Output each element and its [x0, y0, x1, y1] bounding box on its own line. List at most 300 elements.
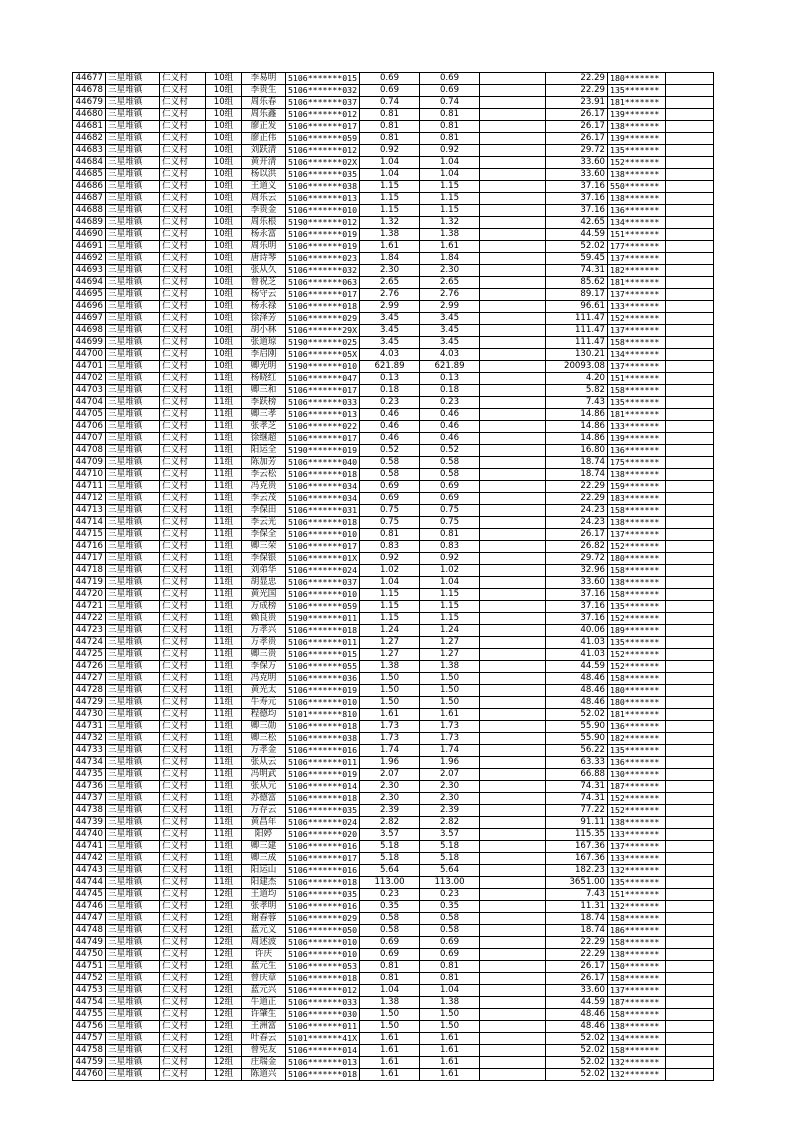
name-cell: 胡小林: [242, 325, 286, 337]
area-cell: 0.81: [360, 529, 420, 541]
phone-cell: 138*******: [608, 817, 666, 829]
name-cell: 唐诗琴: [242, 253, 286, 265]
name-cell: 万孝金: [242, 745, 286, 757]
id-number-cell: 5106*******018: [286, 517, 360, 529]
table-row: [73, 445, 714, 457]
area-cell: 0.81: [360, 973, 420, 985]
group-cell: 11组: [206, 841, 242, 853]
seq-no-cell: 44690: [73, 229, 106, 241]
table-row: [73, 157, 714, 169]
seq-no-cell: 44748: [73, 925, 106, 937]
group-cell: 10组: [206, 289, 242, 301]
area-cell: 0.13: [360, 373, 420, 385]
amount-cell: 33.60: [546, 577, 608, 589]
name-cell: 叶春云: [242, 1033, 286, 1045]
note-cell: [666, 805, 714, 817]
seq-no-cell: 44716: [73, 541, 106, 553]
amount-cell: 37.16: [546, 613, 608, 625]
seq-no-cell: 44707: [73, 433, 106, 445]
table-row: [73, 649, 714, 661]
group-cell: 11组: [206, 589, 242, 601]
village-cell: 仁义村: [160, 205, 206, 217]
note-cell: [666, 757, 714, 769]
amount-cell: 167.36: [546, 853, 608, 865]
area-confirmed-cell: 1.50: [420, 685, 480, 697]
area-cell: 1.50: [360, 685, 420, 697]
area-confirmed-cell: 1.24: [420, 625, 480, 637]
amount-cell: 33.60: [546, 157, 608, 169]
id-number-cell: 5106*******017: [286, 289, 360, 301]
blank-cell: [480, 625, 546, 637]
group-cell: 11组: [206, 745, 242, 757]
name-cell: 李启刚: [242, 349, 286, 361]
id-number-cell: 5106*******037: [286, 577, 360, 589]
area-cell: 1.50: [360, 673, 420, 685]
area-confirmed-cell: 1.73: [420, 733, 480, 745]
town-cell: 三星堆镇: [106, 613, 160, 625]
town-cell: 三星堆镇: [106, 733, 160, 745]
seq-no-cell: 44712: [73, 493, 106, 505]
id-number-cell: 5106*******032: [286, 85, 360, 97]
note-cell: [666, 853, 714, 865]
blank-cell: [480, 229, 546, 241]
name-cell: 曾祝芝: [242, 277, 286, 289]
phone-cell: 135*******: [608, 85, 666, 97]
village-cell: 仁义村: [160, 409, 206, 421]
group-cell: 12组: [206, 889, 242, 901]
area-cell: 5.64: [360, 865, 420, 877]
town-cell: 三星堆镇: [106, 793, 160, 805]
village-cell: 仁义村: [160, 121, 206, 133]
town-cell: 三星堆镇: [106, 781, 160, 793]
seq-no-cell: 44692: [73, 253, 106, 265]
phone-cell: 152*******: [608, 313, 666, 325]
seq-no-cell: 44721: [73, 601, 106, 613]
area-cell: 2.39: [360, 805, 420, 817]
group-cell: 11组: [206, 577, 242, 589]
table-row: [73, 289, 714, 301]
amount-cell: 182.23: [546, 865, 608, 877]
blank-cell: [480, 973, 546, 985]
phone-cell: 138*******: [608, 193, 666, 205]
amount-cell: 37.16: [546, 589, 608, 601]
seq-no-cell: 44717: [73, 553, 106, 565]
name-cell: 李保田: [242, 505, 286, 517]
table-row: [73, 1057, 714, 1069]
amount-cell: 52.02: [546, 1033, 608, 1045]
phone-cell: 137*******: [608, 985, 666, 997]
table-row: [73, 241, 714, 253]
note-cell: [666, 589, 714, 601]
seq-no-cell: 44738: [73, 805, 106, 817]
table-row: [73, 637, 714, 649]
phone-cell: 186*******: [608, 925, 666, 937]
table-row: [73, 337, 714, 349]
id-number-cell: 5106*******018: [286, 721, 360, 733]
id-number-cell: 5106*******010: [286, 697, 360, 709]
area-cell: 0.75: [360, 517, 420, 529]
group-cell: 10组: [206, 133, 242, 145]
amount-cell: 29.72: [546, 553, 608, 565]
area-cell: 3.45: [360, 337, 420, 349]
village-cell: 仁义村: [160, 241, 206, 253]
id-number-cell: 5106*******031: [286, 505, 360, 517]
group-cell: 11组: [206, 613, 242, 625]
note-cell: [666, 1009, 714, 1021]
area-cell: 1.96: [360, 757, 420, 769]
name-cell: 万存云: [242, 805, 286, 817]
note-cell: [666, 109, 714, 121]
town-cell: 三星堆镇: [106, 517, 160, 529]
town-cell: 三星堆镇: [106, 529, 160, 541]
blank-cell: [480, 709, 546, 721]
phone-cell: 152*******: [608, 649, 666, 661]
blank-cell: [480, 1033, 546, 1045]
seq-no-cell: 44732: [73, 733, 106, 745]
town-cell: 三星堆镇: [106, 301, 160, 313]
table-row: [73, 229, 714, 241]
area-cell: 1.15: [360, 601, 420, 613]
village-cell: 仁义村: [160, 1045, 206, 1057]
phone-cell: 550*******: [608, 181, 666, 193]
blank-cell: [480, 241, 546, 253]
amount-cell: 115.35: [546, 829, 608, 841]
phone-cell: 158*******: [608, 565, 666, 577]
id-number-cell: 5106*******024: [286, 817, 360, 829]
amount-cell: 66.88: [546, 769, 608, 781]
village-cell: 仁义村: [160, 937, 206, 949]
seq-no-cell: 44731: [73, 721, 106, 733]
amount-cell: 26.17: [546, 973, 608, 985]
id-number-cell: 5106*******036: [286, 673, 360, 685]
group-cell: 10组: [206, 109, 242, 121]
blank-cell: [480, 373, 546, 385]
area-confirmed-cell: 0.18: [420, 385, 480, 397]
table-row: [73, 913, 714, 925]
group-cell: 11组: [206, 421, 242, 433]
village-cell: 仁义村: [160, 373, 206, 385]
area-cell: 1.15: [360, 193, 420, 205]
phone-cell: 138*******: [608, 949, 666, 961]
name-cell: 程德均: [242, 709, 286, 721]
blank-cell: [480, 637, 546, 649]
blank-cell: [480, 805, 546, 817]
seq-no-cell: 44730: [73, 709, 106, 721]
area-cell: 1.04: [360, 577, 420, 589]
blank-cell: [480, 601, 546, 613]
id-number-cell: 5106*******29X: [286, 325, 360, 337]
table-row: [73, 673, 714, 685]
blank-cell: [480, 697, 546, 709]
area-cell: 1.50: [360, 1021, 420, 1033]
blank-cell: [480, 457, 546, 469]
amount-cell: 55.90: [546, 721, 608, 733]
town-cell: 三星堆镇: [106, 193, 160, 205]
blank-cell: [480, 517, 546, 529]
note-cell: [666, 493, 714, 505]
area-confirmed-cell: 2.99: [420, 301, 480, 313]
blank-cell: [480, 421, 546, 433]
seq-no-cell: 44695: [73, 289, 106, 301]
note-cell: [666, 433, 714, 445]
area-confirmed-cell: 0.69: [420, 949, 480, 961]
village-cell: 仁义村: [160, 769, 206, 781]
phone-cell: 182*******: [608, 265, 666, 277]
group-cell: 11组: [206, 457, 242, 469]
table-row: [73, 1021, 714, 1033]
village-cell: 仁义村: [160, 445, 206, 457]
table-row: [73, 121, 714, 133]
name-cell: 冯明武: [242, 769, 286, 781]
table-row: [73, 265, 714, 277]
amount-cell: 23.91: [546, 97, 608, 109]
amount-cell: 111.47: [546, 313, 608, 325]
area-confirmed-cell: 1.74: [420, 745, 480, 757]
phone-cell: 151*******: [608, 373, 666, 385]
village-cell: 仁义村: [160, 601, 206, 613]
village-cell: 仁义村: [160, 493, 206, 505]
village-cell: 仁义村: [160, 385, 206, 397]
blank-cell: [480, 169, 546, 181]
id-number-cell: 5190*******010: [286, 361, 360, 373]
area-confirmed-cell: 0.92: [420, 145, 480, 157]
village-cell: 仁义村: [160, 805, 206, 817]
table-row: [73, 973, 714, 985]
name-cell: 黄光国: [242, 589, 286, 601]
village-cell: 仁义村: [160, 961, 206, 973]
group-cell: 10组: [206, 301, 242, 313]
village-cell: 仁义村: [160, 85, 206, 97]
group-cell: 11组: [206, 829, 242, 841]
area-confirmed-cell: 1.38: [420, 229, 480, 241]
town-cell: 三星堆镇: [106, 313, 160, 325]
note-cell: [666, 901, 714, 913]
table-row: [73, 1033, 714, 1045]
group-cell: 12组: [206, 937, 242, 949]
phone-cell: 183*******: [608, 493, 666, 505]
seq-no-cell: 44696: [73, 301, 106, 313]
area-confirmed-cell: 0.35: [420, 901, 480, 913]
id-number-cell: 5106*******011: [286, 757, 360, 769]
area-confirmed-cell: 0.58: [420, 469, 480, 481]
id-number-cell: 5106*******013: [286, 1057, 360, 1069]
table-row: [73, 421, 714, 433]
blank-cell: [480, 505, 546, 517]
note-cell: [666, 877, 714, 889]
name-cell: 卿光明: [242, 361, 286, 373]
name-cell: 黄光太: [242, 685, 286, 697]
amount-cell: 44.59: [546, 661, 608, 673]
table-row: [73, 625, 714, 637]
note-cell: [666, 157, 714, 169]
group-cell: 11组: [206, 877, 242, 889]
amount-cell: 4.20: [546, 373, 608, 385]
area-cell: 0.69: [360, 85, 420, 97]
blank-cell: [480, 721, 546, 733]
village-cell: 仁义村: [160, 541, 206, 553]
blank-cell: [480, 157, 546, 169]
note-cell: [666, 241, 714, 253]
table-row: [73, 865, 714, 877]
village-cell: 仁义村: [160, 793, 206, 805]
name-cell: 周乐根: [242, 217, 286, 229]
amount-cell: 18.74: [546, 457, 608, 469]
area-cell: 113.00: [360, 877, 420, 889]
note-cell: [666, 529, 714, 541]
area-confirmed-cell: 1.04: [420, 169, 480, 181]
area-cell: 1.61: [360, 1045, 420, 1057]
id-number-cell: 5106*******016: [286, 901, 360, 913]
seq-no-cell: 44708: [73, 445, 106, 457]
town-cell: 三星堆镇: [106, 169, 160, 181]
group-cell: 12组: [206, 1021, 242, 1033]
town-cell: 三星堆镇: [106, 397, 160, 409]
table-row: [73, 613, 714, 625]
phone-cell: 177*******: [608, 241, 666, 253]
name-cell: 杨晓红: [242, 373, 286, 385]
amount-cell: 3651.00: [546, 877, 608, 889]
group-cell: 12组: [206, 1057, 242, 1069]
note-cell: [666, 925, 714, 937]
table-row: [73, 661, 714, 673]
seq-no-cell: 44726: [73, 661, 106, 673]
note-cell: [666, 745, 714, 757]
name-cell: 李保全: [242, 529, 286, 541]
seq-no-cell: 44701: [73, 361, 106, 373]
id-number-cell: 5106*******019: [286, 229, 360, 241]
village-cell: 仁义村: [160, 829, 206, 841]
amount-cell: 37.16: [546, 601, 608, 613]
area-confirmed-cell: 0.81: [420, 133, 480, 145]
blank-cell: [480, 541, 546, 553]
seq-no-cell: 44755: [73, 1009, 106, 1021]
village-cell: 仁义村: [160, 949, 206, 961]
table-row: [73, 409, 714, 421]
village-cell: 仁义村: [160, 757, 206, 769]
table-row: [73, 301, 714, 313]
note-cell: [666, 961, 714, 973]
note-cell: [666, 385, 714, 397]
table-row: [73, 601, 714, 613]
village-cell: 仁义村: [160, 421, 206, 433]
area-confirmed-cell: 1.02: [420, 565, 480, 577]
area-cell: 0.81: [360, 121, 420, 133]
phone-cell: 132*******: [608, 1057, 666, 1069]
note-cell: [666, 349, 714, 361]
id-number-cell: 5106*******019: [286, 241, 360, 253]
village-cell: 仁义村: [160, 517, 206, 529]
seq-no-cell: 44722: [73, 613, 106, 625]
amount-cell: 56.22: [546, 745, 608, 757]
amount-cell: 41.03: [546, 637, 608, 649]
group-cell: 11组: [206, 769, 242, 781]
village-cell: 仁义村: [160, 877, 206, 889]
group-cell: 11组: [206, 541, 242, 553]
phone-cell: 137*******: [608, 253, 666, 265]
village-cell: 仁义村: [160, 589, 206, 601]
village-cell: 仁义村: [160, 97, 206, 109]
village-cell: 仁义村: [160, 625, 206, 637]
village-cell: 仁义村: [160, 613, 206, 625]
area-confirmed-cell: 1.27: [420, 637, 480, 649]
town-cell: 三星堆镇: [106, 865, 160, 877]
phone-cell: 136*******: [608, 721, 666, 733]
name-cell: 卿三贵: [242, 649, 286, 661]
note-cell: [666, 169, 714, 181]
blank-cell: [480, 1057, 546, 1069]
group-cell: 10组: [206, 325, 242, 337]
group-cell: 12组: [206, 973, 242, 985]
amount-cell: 18.74: [546, 925, 608, 937]
blank-cell: [480, 1045, 546, 1057]
area-confirmed-cell: 1.50: [420, 1009, 480, 1021]
group-cell: 12组: [206, 961, 242, 973]
id-number-cell: 5106*******010: [286, 949, 360, 961]
town-cell: 三星堆镇: [106, 589, 160, 601]
group-cell: 10组: [206, 217, 242, 229]
blank-cell: [480, 901, 546, 913]
seq-no-cell: 44699: [73, 337, 106, 349]
id-number-cell: 5106*******053: [286, 961, 360, 973]
note-cell: [666, 445, 714, 457]
blank-cell: [480, 781, 546, 793]
name-cell: 李贵生: [242, 85, 286, 97]
blank-cell: [480, 73, 546, 85]
seq-no-cell: 44709: [73, 457, 106, 469]
id-number-cell: 5106*******059: [286, 133, 360, 145]
phone-cell: 152*******: [608, 793, 666, 805]
phone-cell: 137*******: [608, 289, 666, 301]
village-cell: 仁义村: [160, 157, 206, 169]
blank-cell: [480, 829, 546, 841]
area-cell: 3.57: [360, 829, 420, 841]
amount-cell: 22.29: [546, 481, 608, 493]
area-confirmed-cell: 2.30: [420, 265, 480, 277]
phone-cell: 158*******: [608, 589, 666, 601]
blank-cell: [480, 661, 546, 673]
amount-cell: 5.82: [546, 385, 608, 397]
blank-cell: [480, 253, 546, 265]
amount-cell: 91.11: [546, 817, 608, 829]
phone-cell: 134*******: [608, 217, 666, 229]
area-confirmed-cell: 0.75: [420, 505, 480, 517]
note-cell: [666, 397, 714, 409]
name-cell: 卿三勋: [242, 721, 286, 733]
area-cell: 0.69: [360, 937, 420, 949]
amount-cell: 22.29: [546, 85, 608, 97]
amount-cell: 32.96: [546, 565, 608, 577]
name-cell: 阳建杰: [242, 877, 286, 889]
town-cell: 三星堆镇: [106, 241, 160, 253]
group-cell: 11组: [206, 649, 242, 661]
area-cell: 0.23: [360, 889, 420, 901]
blank-cell: [480, 133, 546, 145]
area-cell: 0.81: [360, 961, 420, 973]
town-cell: 三星堆镇: [106, 229, 160, 241]
town-cell: 三星堆镇: [106, 973, 160, 985]
blank-cell: [480, 817, 546, 829]
id-number-cell: 5106*******035: [286, 889, 360, 901]
group-cell: 10组: [206, 265, 242, 277]
area-confirmed-cell: 2.39: [420, 805, 480, 817]
group-cell: 12组: [206, 985, 242, 997]
note-cell: [666, 913, 714, 925]
amount-cell: 18.74: [546, 913, 608, 925]
name-cell: 张从元: [242, 781, 286, 793]
town-cell: 三星堆镇: [106, 289, 160, 301]
blank-cell: [480, 205, 546, 217]
area-cell: 0.52: [360, 445, 420, 457]
